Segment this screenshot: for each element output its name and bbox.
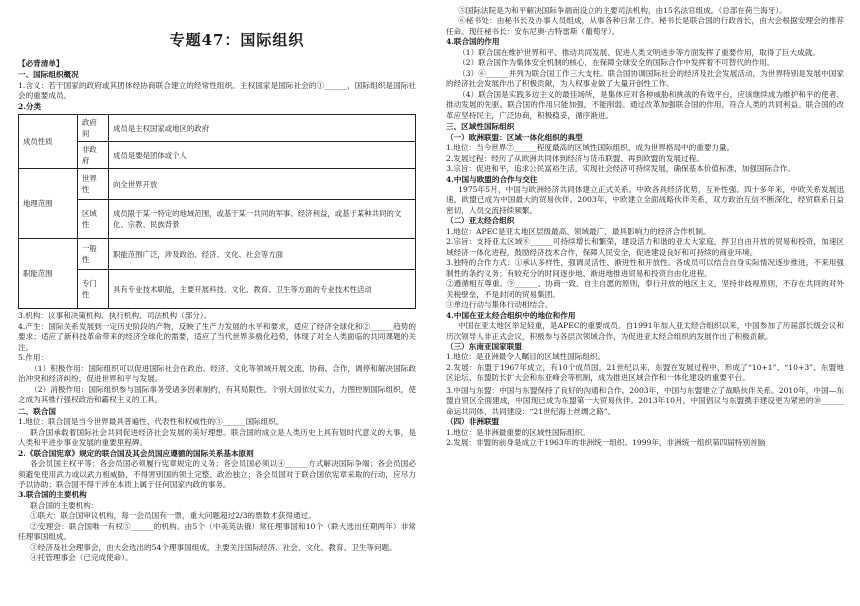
subheading: （三）东南亚国家联盟 xyxy=(446,342,522,351)
subheading: （二）亚太经合组织 xyxy=(446,216,515,226)
paragraph: 2.发展过程：经历了从欧洲共同体到经济与货币联盟、再到欧盟的发展过程。 xyxy=(446,153,704,163)
paragraph: ①联大：联合国审议机构，每一会员国有一票，重大问题超过2/3的票数才获得通过。 xyxy=(30,511,316,521)
subheading: 3.联合国的主要机构 xyxy=(18,490,87,500)
paragraph: 1.含义：若干国家的政府或其团体经协商联合建立的经常性组织。主权国家是国际社会的①______，国际组织是国际社会的重要成员。 xyxy=(18,80,416,101)
checklist-heading: 【必背清单】 xyxy=(18,58,64,68)
table-desc-cell: 具有专业技术职能，主要开展科技、文化、教育、卫生等方面的专业技术性活动 xyxy=(109,270,416,309)
table-row xyxy=(19,239,416,270)
paragraph: （2）联合国作为集体安全机制的核心，在保障全球安全的国际合作中发挥着不可替代的作用。 xyxy=(458,58,775,68)
paragraph: ③经济及社会理事会，由大会选出的54个理事国组成，主要关注国际经济、社会、文化、教育、卫生等问题。 xyxy=(30,542,397,552)
paragraph: 3.机构：议事和决策机构、执行机构、司法机构（部分）。 xyxy=(18,311,212,321)
subheading: （一）欧洲联盟：区域一体化组织的典型 xyxy=(446,132,583,142)
paragraph: 1.地位：是非洲最重要的区域性国际组织。 xyxy=(446,427,590,437)
subheading: 4.中国与欧盟的合作与交往 xyxy=(446,174,538,184)
table-sub-cell: 专门性 xyxy=(78,270,109,309)
table-desc-cell: 成员限于某一特定的地域范围，或基于某一共同的军事、经济利益，或基于某种共同的文化、宗教、民族背景 xyxy=(109,200,416,239)
paragraph: 1.地位：联合国是当今世界最具普遍性、代表性和权威性的③______国际组织。 xyxy=(18,417,284,427)
left-column xyxy=(18,0,416,564)
paragraph: 2.发展：非盟的前身是成立于1963年的非洲统一组织。1999年，非洲统一组织第四届特别首脑 xyxy=(446,438,766,448)
subheading: 2.分类 xyxy=(18,101,42,111)
paragraph: 2.发展：东盟于1967年成立，有10个成员国。21世纪以来，东盟在发展过程中，形成了“10+1”、“10+3”、东盟地区论坛、东盟防长扩大会和东亚峰会等机制，成为推进区域合作和一体化建设的重要平台。 xyxy=(446,362,844,383)
paragraph: 中国在亚太地区举足轻重，是APEC的重要成员。自1991年加入亚太经合组织以来，中国参加了历届部长级会议和历次领导人非正式会议，积极参与各层次领域合作，为促进亚太经合组织的发展作出了积极贡献。 xyxy=(446,321,844,341)
right-column xyxy=(446,6,844,449)
section-heading: 二、联合国 xyxy=(18,406,56,416)
paragraph: ⑤国际法院是为和平解决国际争端而设立的主要司法机构，由15名法官组成。（总部在荷兰海牙）。 xyxy=(458,6,787,15)
table-desc-cell: 成员是主权国家或地区的政府 xyxy=(109,115,416,142)
table-sub-cell: 世界性 xyxy=(78,169,109,200)
paragraph: 5.作用： xyxy=(18,353,49,363)
subheading: （四）非洲联盟 xyxy=(446,417,500,427)
paragraph: 3.独特的合作方式：①承认多样性，强调灵活性、渐进性和开放性。各成员可以结合自身实际情况逐步推进，不来用强制性的条约义务；有较充分的时间逐步地、渐进地推进贸易和投资自由化进程。 xyxy=(446,258,844,278)
paragraph: 1.地位：是亚洲最令人瞩目的区域性国际组织。 xyxy=(446,352,606,362)
paragraph: （1）联合国在维护世界和平、推动共同发展、促进人类文明进步等方面发挥了重要作用，取得了巨大成就。 xyxy=(458,47,820,57)
table-row xyxy=(19,142,416,169)
paragraph: 联合国承载着国际社会共同促进经济社会发展的美好理想。联合国的成立是人类历史上具有划时代意义的大事，是人类和平进步事业发展的重要里程碑。 xyxy=(18,427,416,448)
table-group-cell: 成员性质 xyxy=(19,115,78,169)
paragraph: 各会员国主权平等；各会员国必须履行宪章规定的义务；各会员国必须以④______方式解决国际争端；各会员国必须避免使用武力或以武力相威胁，不得害别国的领土完整、政治独立；各会员国对于联合国依宪章采取的行动，应尽力予以协助；联合国不得干涉在本质上属于任何国家内政的事务。 xyxy=(18,459,416,489)
table-sub-cell: 非政府 xyxy=(78,142,109,169)
table-desc-cell: 向全世界开放 xyxy=(109,169,416,200)
table-row xyxy=(19,115,416,142)
table-sub-cell: 政府间 xyxy=(78,115,109,142)
table-sub-cell: 区域性 xyxy=(78,200,109,239)
section-heading: 三、区域性国际组织 xyxy=(446,122,515,132)
paragraph: 3.中国与东盟：中国与东盟保持了良好的沟通和合作。2003年，中国与东盟建立了战略伙伴关系。2010年，中国—东盟自贸区全面建成，中国现已成为东盟第一大贸易伙伴。2013年10月，中国倡议与东盟携手建设更为紧密的⑩______命运共同体，共同建设：“21世纪海上丝绸之路”。 xyxy=(446,385,844,416)
table-row xyxy=(19,270,416,309)
table-desc-cell: 成员是要是团体或个人 xyxy=(109,142,416,169)
page-title: 专题47：国际组织 xyxy=(169,31,305,49)
table-row xyxy=(19,169,416,200)
paragraph: 2.宗旨：支持亚太区域⑧______可持续增长和繁荣，建设活力和谐的亚太大家庭，捍卫自由开放的贸易和投资，加速区域经济一体化进程，鼓励经济技术合作，保障人民安全，促进建设良好和可持续的商业环境。 xyxy=(446,237,844,257)
paragraph: 联合国的主要机构： xyxy=(30,500,99,510)
paragraph: ③单边行动与集体行动相结合。 xyxy=(446,300,553,310)
paragraph: （4）联合国是实践多边主义的最佳场所，是集体应对各种威胁和挑战的有效平台，应该继续成为维护和平的使者、推动发展的先驱。联合国的作用只能加强，不能削弱。通过改革加强联合国的作用，符合人类的共同利益。联合国的改革应坚持民主，广泛协商，积极稳妥，循序渐进。 xyxy=(446,89,844,120)
paragraph: 1.地位：APEC是亚太地区层级最高、领域最广、最具影响力的经济合作机制。 xyxy=(446,226,711,236)
paragraph: 1975年5月，中国与欧洲经济共同体建立正式关系。中欧各具经济优势，互补性强。四十多年来，中欧关系发展迅速，欧盟已成为中国最大的贸易伙伴。2003年，中欧建立全面战略伙伴关系，双方政治互信不断深化，经贸联系日益密切，人员交流持续频繁。 xyxy=(446,184,844,215)
section-heading: 一、国际组织概况 xyxy=(18,70,79,80)
paragraph: ②遵循相互尊重、⑨______、协商一致、自主自愿的原则，奉行开放的地区主义，坚持非歧视原则，不存在共同的对外关税壁垒，不是封闭的贸易集团。 xyxy=(446,279,844,299)
classification-table xyxy=(18,114,416,309)
paragraph: 4.产生：国际关系发展到一定历史阶段的产物，反映了生产力发展的水平和要求，适应了经济全球化和②______趋势的要求；适应了新科技革命带来的经济全球化的需要，适应了当代世界多极化趋势，体现了对全人类面临的共同课题的关注。 xyxy=(18,321,416,352)
paragraph: ⑥秘书处：由秘书长及办事人员组成，从事各种日常工作。秘书长是联合国的行政首长，由大会根据安理会的推荐任命。现任秘书长：安东尼奥·古特雷斯（葡萄牙）。 xyxy=(446,16,844,36)
paragraph: （1）积极作用：国际组织可以促进国际社会在政治、经济、文化等领域开展交流、协商、合作，调停和解决国际政治冲突和经济纠纷，促进世界和平与发展。 xyxy=(18,363,416,384)
paragraph: （3）⑥______并列为联合国工作三大支柱。联合国协调国际社会的经济及社会发展活动，为世界特别是发展中国家的经济社会发展作出了积极贡献，为人权事业做了大量开创性工作。 xyxy=(446,68,844,89)
paragraph: 3.宗旨：促进和平，追求公民富裕生活，实现社会经济可持续发展，确保基本价值标准，加强国际合作。 xyxy=(446,164,795,174)
subheading: 4.联合国的作用 xyxy=(446,37,500,47)
subheading: 2.《联合国宪章》规定的联合国及其会员国应遵循的国际关系基本原则 xyxy=(18,448,254,458)
paragraph: 1.地位：当今世界⑦______程度最高的区域性国际组织，成为世界格局中的重要力量。 xyxy=(446,143,735,153)
subheading: 4.中国在亚太经合组织中的地位和作用 xyxy=(446,310,576,320)
paragraph: ④托管理事会（已完成使命）。 xyxy=(30,553,133,563)
table-row xyxy=(19,200,416,239)
paragraph: （2）消极作用：国际组织参与国际事务受诸多因素制约，有其局限性。个别大国依仗实力，力图控制国际组织，使之成为其推行强权政治和霸权主义的工具。 xyxy=(18,384,416,405)
table-group-cell: 地理范围 xyxy=(19,169,78,239)
table-sub-cell: 一般性 xyxy=(78,239,109,270)
paragraph: ②安理会：联合国唯一有权⑤______的机构。由5个（中美英法俄）常任理事国和10个（联大选出任期两年）非常任理事国组成。 xyxy=(18,521,416,542)
table-group-cell: 职能范围 xyxy=(19,239,78,309)
table-desc-cell: 职能范围广泛，涉及政治、经济、文化、社会等方面 xyxy=(109,239,416,270)
